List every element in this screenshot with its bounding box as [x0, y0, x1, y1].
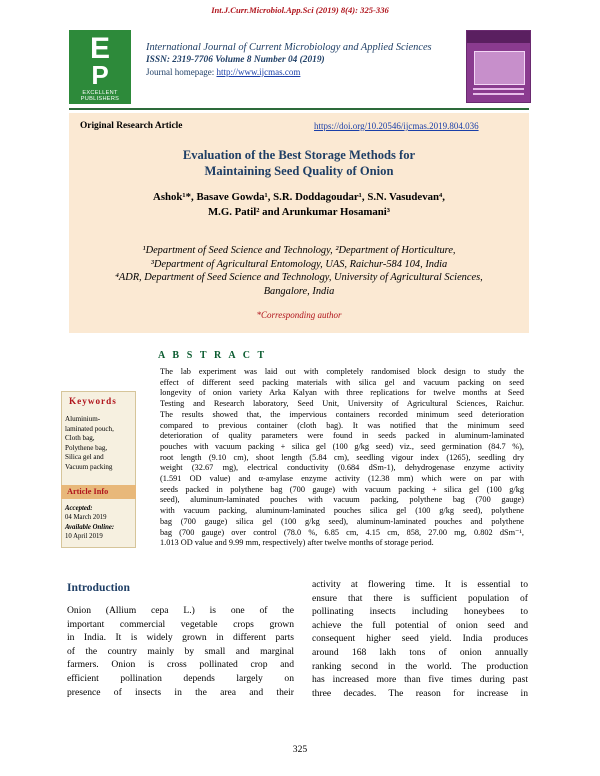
abstract-line: pouches with vacuum packing + silica gel (100 g/kg seed) viz., seed germination (84.7 %),: [160, 441, 524, 451]
abstract-line: longevity of onion variety Arka Kalyan with three replications for twelve months at Seed: [160, 388, 524, 398]
body-line: presence of insects in the area and their: [67, 686, 294, 698]
abstract-heading: A B S T R A C T: [158, 350, 267, 361]
article-type: Original Research Article: [80, 121, 183, 131]
abstract-line: seed), aluminum-laminated pouches with vacuum packing, polythene bag (700 gauge): [160, 495, 524, 505]
body-line: of the country mainly by small and marginal: [67, 645, 294, 657]
abstract-line: The results showed that, the impervious containers recorded minimum seed deterioration: [160, 409, 524, 419]
title-block-background: [69, 113, 529, 333]
abstract-line: (1.591 OD value) and α-amylase enzyme activity (12.38 mm) which were on par with: [160, 474, 524, 484]
keyword-item: Vacuum packing: [65, 462, 113, 471]
body-line: Onion (Allium cepa L.) is one of the: [67, 605, 294, 616]
journal-homepage: [146, 67, 300, 77]
introduction-heading: Introduction: [67, 581, 130, 594]
body-line: activity at flowering time. It is essential to: [312, 579, 528, 590]
article-info-heading: Article Info: [67, 487, 109, 496]
body-line: important commercial vegetable crops grown: [67, 618, 294, 630]
body-line: ranking second in the world. The production: [312, 660, 528, 672]
abstract-body: [160, 367, 524, 549]
online-label: Available Online:: [65, 523, 115, 531]
abstract-line: 1.013 OD value and 9.99 mm, respectively) after twelve months of storage period.: [160, 538, 434, 548]
abstract-line: Testing and Research laboratory, Seed Unit, University of Agricultural Sciences, Raichur.: [160, 399, 524, 409]
abstract-line: bag (700 gauge) over control (78.0 %, 6.85 cm, 4.15 cm, 858, 27.00 mg, 0.802 dSm⁻¹,: [160, 527, 524, 537]
body-line: consequent higher seed yield. India produces: [312, 633, 528, 645]
keyword-item: Polythene bag,: [65, 443, 108, 452]
publisher-logo: E P EXCELLENT PUBLISHERS: [69, 30, 131, 104]
abstract-line: deterioration of quality parameters were found in seeds packed in aluminum-laminated: [160, 431, 524, 441]
body-line: achieve the full potential of onion seed and: [312, 619, 528, 631]
page-number: 325: [292, 744, 308, 755]
homepage-label: Journal homepage:: [146, 67, 217, 77]
body-line: has increased more than five times during past: [312, 674, 528, 686]
accepted-date: 04 March 2019: [65, 514, 107, 522]
body-line: farmers. Onion is cross pollinated crop and: [67, 659, 294, 671]
keywords-heading: Keywords: [69, 396, 117, 406]
keyword-item: Aluminium-: [65, 415, 101, 423]
abstract-line: bag (700 gauge) silica gel (100 g/kg seed), aluminum-laminated pouches and polythene: [160, 516, 524, 526]
corresponding-author: *Corresponding author: [256, 310, 342, 320]
intro-left-column: [67, 604, 294, 699]
intro-right-column: [312, 578, 528, 700]
header-divider: [69, 108, 529, 110]
abstract-line: The lab experiment was laid out with completely randomised block design to study the: [160, 367, 524, 376]
accepted-label: Accepted:: [65, 505, 93, 512]
body-line: in India. It is widely grown in different parts: [67, 632, 294, 644]
online-date: 10 April 2019: [65, 533, 103, 541]
issn-volume: ISSN: 2319-7706 Volume 8 Number 04 (2019): [146, 55, 325, 65]
body-line: pollinating insects including honeybees to: [312, 606, 528, 618]
logo-text-2: PUBLISHERS: [80, 96, 120, 102]
journal-name: International Journal of Current Microbiology and Applied Sciences: [146, 42, 432, 53]
abstract-line: weight (32.67 mg), electrical conductivity (0.684 dSm-1), dehydrogenase enzyme activity: [160, 463, 524, 473]
abstract-line: root length (9.10 cm), shoot length (5.84 cm), seedling vigour index (1265), seedling dry: [160, 452, 524, 462]
author-list: Ashok¹*, Basave Gowda¹, S.R. Doddagoudar¹, S.N. Vasudevan⁴, M.G. Patil² and Arunkumar Hosamani³: [153, 191, 445, 218]
doi-link[interactable]: https://doi.org/10.20546/ijcmas.2019.804.036: [314, 121, 479, 131]
keyword-item: Cloth bag,: [65, 434, 95, 443]
body-line: ensure that there is sufficient population of: [312, 592, 528, 604]
article-info-details: [65, 504, 133, 542]
paper-title: Evaluation of the Best Storage Methods for Maintaining Seed Quality of Onion: [182, 148, 416, 178]
body-line: around 168 lakh tons of onion annually: [312, 646, 528, 658]
abstract-line: with vacuum packing, aluminum-laminated pouches silica gel (100 g/kg seed), polythene: [160, 506, 524, 516]
abstract-line: compared to previous container (cloth bag). It was notified that the minimum seed: [160, 420, 524, 430]
body-line: three decades. The reason for increase in: [312, 687, 528, 699]
abstract-line: effect of different seed packing materials with silica gel and vacuum packing on seed: [160, 377, 524, 387]
keywords-list: [65, 415, 133, 473]
keyword-item: Silica gel and: [65, 453, 104, 462]
body-line: efficient pollination depends largely on: [67, 672, 294, 684]
abstract-line: seeds packed in polythene bag (700 gauge) with vacuum packing + silica gel (100 g/kg: [160, 484, 524, 494]
journal-cover-thumbnail: [466, 30, 531, 103]
logo-text-1: EXCELLENT: [82, 90, 118, 96]
affiliations: ¹Department of Seed Science and Technology, ²Department of Horticulture, ³Department of Agricultural Entomology, UAS, Raichur-584 104, India ⁴ADR, Department of Seed Science and Technology, University of Agricultural Sciences, Bangalore, India: [115, 245, 483, 298]
running-citation: Int.J.Curr.Microbiol.App.Sci (2019) 8(4): 325-336: [211, 5, 389, 15]
keyword-item: laminated pouch,: [65, 424, 114, 433]
homepage-link[interactable]: http://www.ijcmas.com: [216, 67, 301, 77]
